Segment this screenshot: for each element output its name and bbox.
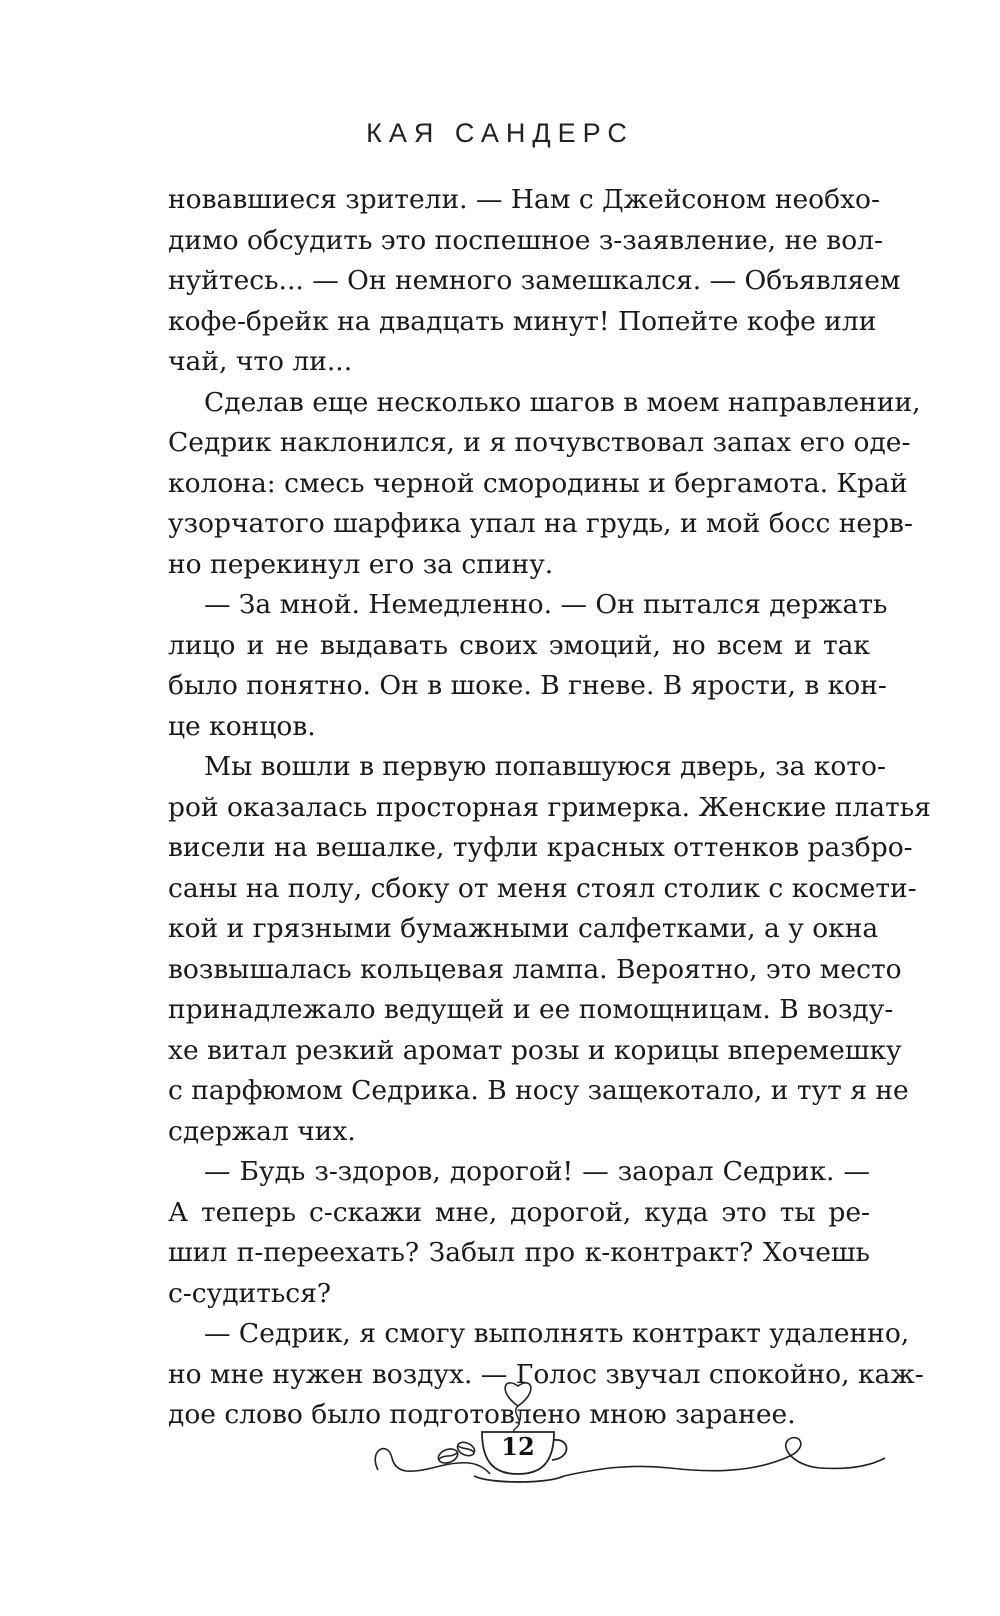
coffee-cup-heart-icon (370, 1370, 890, 1510)
text-line: висели на вешалке, туфли красных оттенков разбро- (168, 832, 913, 863)
text-line: но перекинул его за спину. (168, 548, 554, 580)
text-line: хе витал резкий аромат розы и корицы вперемешку (168, 1034, 902, 1066)
text-line: колона: смесь черной смородины и бергамота. Край (168, 467, 908, 499)
text-line: было понятно. Он в шоке. В гневе. В ярости, в кон- (168, 670, 887, 701)
text-line: но мне нужен воздух. — Голос звучал спокойно, каж- (168, 1358, 924, 1390)
text-line: — Будь з-здоров, дорогой! — заорал Седрик. — (204, 1156, 870, 1187)
page-footer (370, 1370, 890, 1510)
text-line: Сделав еще несколько шагов в моем направлении, (204, 386, 921, 418)
text-line: саны на полу, сбоку от меня стоял столик с космети- (168, 872, 917, 904)
text-line: димо обсудить это поспешное з-заявление, не вол- (168, 224, 883, 256)
text-line: — Седрик, я смогу выполнять контракт удаленно, (204, 1318, 910, 1349)
page-body-text (168, 180, 931, 1436)
text-line: возвышалась кольцевая лампа. Вероятно, это место (168, 953, 902, 985)
text-line: новавшиеся зрители. — Нам с Джейсоном необхо- (168, 184, 880, 215)
page-number: 12 (501, 1432, 535, 1461)
text-line: принадлежало ведущей и ее помощницам. В возду- (168, 994, 894, 1025)
text-line: шил п-переехать? Забыл про к-контракт? Хочешь (168, 1237, 870, 1268)
text-line: — За мной. Немедленно. — Он пытался держать (204, 589, 888, 620)
running-header-author: КАЯ САНДЕРС (366, 118, 634, 148)
text-line: с парфюмом Седрика. В носу защекотало, и тут я не (168, 1075, 909, 1106)
text-line: Седрик наклонился, и я почувствовал запах его оде- (168, 427, 911, 458)
text-line: лицо и не выдавать своих эмоций, но всем и так (168, 629, 870, 661)
text-line: нуйтесь... — Он немного замешкался. — Объявляем (168, 265, 901, 296)
text-line: чай, что ли... (168, 346, 353, 377)
text-line: дое слово было подготовлено мною заранее. (168, 1399, 796, 1430)
text-line: Мы вошли в первую попавшуюся дверь, за кото- (204, 751, 886, 782)
text-line: кой и грязными бумажными салфетками, а у окна (168, 913, 879, 944)
text-line: рой оказалась просторная гримерка. Женские платья (168, 791, 931, 823)
text-line: це концов. (168, 710, 316, 742)
text-line: узорчатого шарфика упал на грудь, и мой босс нерв- (168, 508, 913, 539)
text-line: А теперь с-скажи мне, дорогой, куда это ты ре- (168, 1196, 870, 1228)
text-line: сдержал чих. (168, 1115, 356, 1147)
text-line: кофе-брейк на двадцать минут! Попейте кофе или (168, 305, 877, 337)
text-line: с-судиться? (168, 1277, 332, 1309)
